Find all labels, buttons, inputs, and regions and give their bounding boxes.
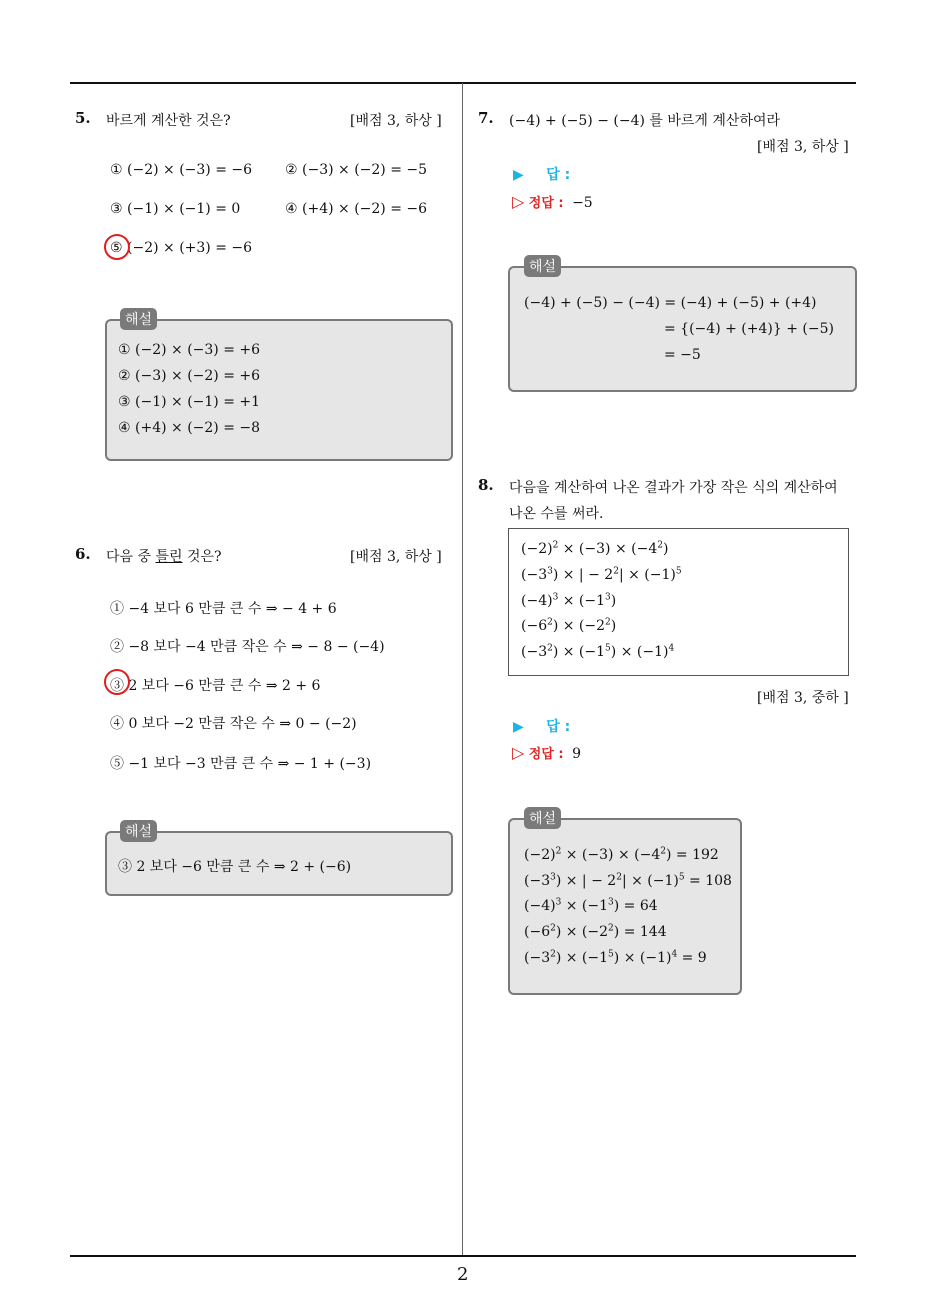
- q8-result-3: = 64: [619, 898, 658, 914]
- q7-answer-row[interactable]: [513, 164, 570, 184]
- q7-number: 7.: [478, 109, 494, 127]
- top-rule: [70, 82, 856, 84]
- q6-explanation-tag: 해설: [120, 820, 157, 842]
- q6-question: [106, 546, 222, 566]
- bottom-rule: [70, 1255, 856, 1257]
- q5-option-3[interactable]: ③ (−1) × (−1) = 0: [110, 201, 241, 217]
- q8-answer-label: 답 :: [546, 719, 571, 735]
- outline-arrow-icon: ▷: [512, 192, 525, 211]
- q6-score: [배점 3, 하상 ]: [350, 549, 442, 565]
- q5-option-5[interactable]: ⑤ (−2) × (+3) = −6: [110, 240, 253, 256]
- q8-result-5: = 9: [677, 950, 707, 966]
- q5-explanation-tag: 해설: [120, 308, 157, 330]
- q8-question-line-2: 나온 수를 써라.: [509, 506, 604, 522]
- q8-result-4: = 144: [619, 924, 667, 940]
- q8-explanation-line-5: $(-3^2) \times (-1^5) \times (-1)^4 = 9$: [524, 949, 707, 966]
- q8-explanation-line-4: $(-6^2) \times (-2^2) = 144$: [524, 923, 667, 940]
- q6-question-pre: 다음 중: [106, 549, 156, 565]
- q8-explanation-tag: 해설: [524, 807, 561, 829]
- q5-score: [배점 3, 하상 ]: [350, 113, 442, 129]
- play-arrow-icon: ▶: [513, 167, 524, 183]
- q5-option-2[interactable]: ② (−3) × (−2) = −5: [285, 162, 428, 178]
- q8-result-1: = 192: [671, 847, 719, 863]
- q7-correct-row: [512, 192, 593, 211]
- q6-option-3[interactable]: ③ 2 보다 −6 만큼 큰 수 ⇒ 2 + 6: [110, 678, 321, 694]
- q7-correct-value: −5: [572, 195, 593, 211]
- q6-option-5[interactable]: ⑤ −1 보다 −3 만큼 큰 수 ⇒ − 1 + (−3): [110, 756, 372, 772]
- q8-correct-value: 9: [572, 746, 581, 762]
- q8-question-line-1: 다음을 계산하여 나온 결과가 가장 작은 식의 계산하여: [509, 480, 838, 496]
- q8-correct-label: 정답 :: [528, 747, 564, 762]
- q8-score: [배점 3, 중하 ]: [757, 690, 849, 706]
- q7-explanation-tag: 해설: [524, 255, 561, 277]
- q8-result-2: = 108: [684, 873, 732, 889]
- q7-explanation-line-2: = {(−4) + (+4)} + (−5): [664, 321, 834, 337]
- q8-expression-2: $(-3^3)$ × | − $2^2| \times (-1)^5$: [521, 566, 682, 583]
- q8-expression-3: $(-4)^3 \times (-1^3)$: [521, 592, 617, 609]
- play-arrow-icon: ▶: [513, 719, 524, 735]
- q5-option-4[interactable]: ④ (+4) × (−2) = −6: [285, 201, 428, 217]
- q5-explanation-line-1: ① (−2) × (−3) = +6: [118, 342, 261, 358]
- q7-explanation-line-1: (−4) + (−5) − (−4) = (−4) + (−5) + (+4): [524, 295, 817, 311]
- outline-arrow-icon: ▷: [512, 743, 525, 762]
- q6-explanation-line-1: ③ 2 보다 −6 만큼 큰 수 ⇒ 2 + (−6): [118, 859, 352, 875]
- q7-explanation-line-3: = −5: [664, 347, 701, 363]
- q5-number: 5.: [75, 109, 91, 127]
- column-divider: [462, 83, 463, 1257]
- q6-option-4[interactable]: ④ 0 보다 −2 만큼 작은 수 ⇒ 0 − (−2): [110, 716, 357, 732]
- q6-number: 6.: [75, 545, 91, 563]
- q8-expression-5: $(-3^2) \times (-1^5) \times (-1)^4$: [521, 643, 675, 660]
- q5-explanation-line-3: ③ (−1) × (−1) = +1: [118, 394, 261, 410]
- q8-explanation-line-2: $(-3^3)$ × | − $2^2| \times (-1)^5 = 108$: [524, 872, 732, 889]
- q7-question: (−4) + (−5) − (−4) 를 바르게 계산하여라: [509, 113, 781, 129]
- q8-explanation-line-3: $(-4)^3 \times (-1^3) = 64$: [524, 897, 658, 914]
- q7-score: [배점 3, 하상 ]: [757, 139, 849, 155]
- q8-explanation-line-1: $(-2)^2 \times (-3) \times (-4^2) = 192$: [524, 846, 719, 863]
- q6-question-post: 것은?: [182, 549, 222, 565]
- q5-option-1[interactable]: ① (−2) × (−3) = −6: [110, 162, 253, 178]
- q8-correct-row: [512, 743, 581, 762]
- q5-question: 바르게 계산한 것은?: [106, 113, 231, 129]
- q6-option-2[interactable]: ② −8 보다 −4 만큼 작은 수 ⇒ − 8 − (−4): [110, 639, 385, 655]
- q8-answer-row[interactable]: [513, 716, 570, 736]
- q7-correct-label: 정답 :: [528, 196, 564, 211]
- q5-explanation-line-4: ④ (+4) × (−2) = −8: [118, 420, 261, 436]
- q6-question-underlined: 틀린: [155, 549, 183, 565]
- q8-expression-4: $(-6^2) \times (-2^2)$: [521, 617, 617, 634]
- page-number: 2: [457, 1264, 469, 1285]
- q5-explanation-line-2: ② (−3) × (−2) = +6: [118, 368, 261, 384]
- q5-explanation-box: [105, 319, 453, 461]
- q5-selected-circle-mark: [104, 234, 130, 260]
- q8-expression-1: $(-2)^2 \times (-3) \times (-4^2)$: [521, 540, 669, 557]
- q7-answer-label: 답 :: [546, 167, 571, 183]
- q6-option-1[interactable]: ① −4 보다 6 만큼 큰 수 ⇒ − 4 + 6: [110, 601, 337, 617]
- q6-selected-circle-mark: [104, 669, 130, 695]
- q8-number: 8.: [478, 476, 494, 494]
